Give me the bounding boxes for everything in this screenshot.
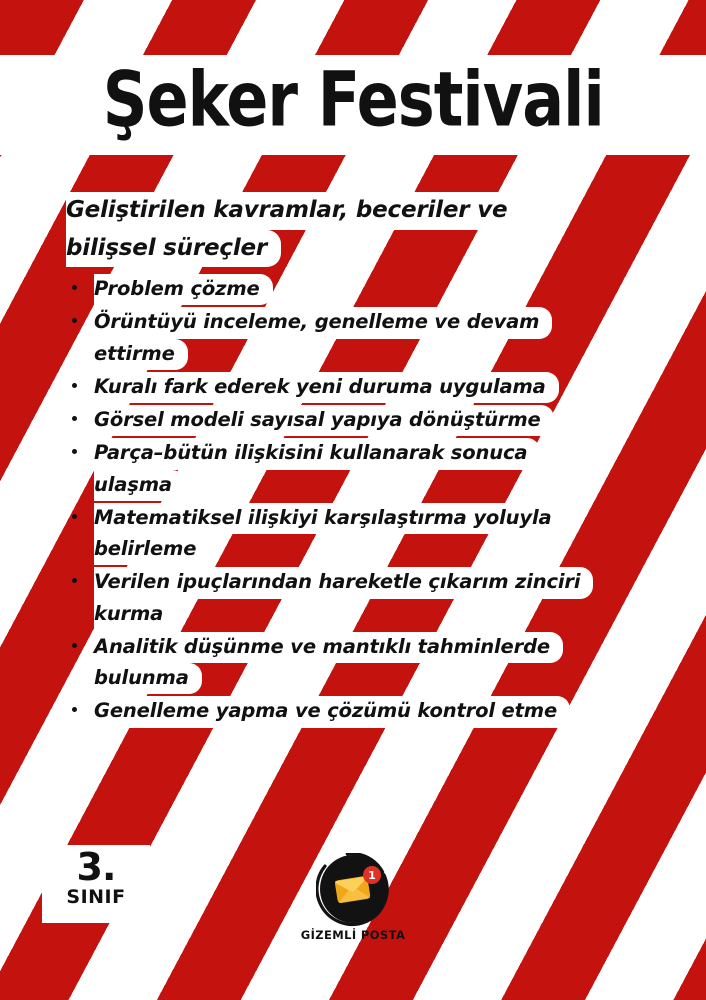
list-item-line: Problem çözme — [94, 274, 273, 305]
list-item-line: Matematiksel ilişkiyi karşılaştırma yoluyla — [94, 503, 565, 534]
list-item-text — [66, 503, 626, 566]
list-item-line: Görsel modeli sayısal yapıya dönüştürme — [94, 405, 554, 436]
brand-logo — [300, 853, 406, 942]
list-item-text — [66, 274, 626, 305]
list-item-text — [66, 696, 626, 727]
list-item-text — [66, 438, 626, 501]
bullet-dot-icon — [72, 643, 77, 648]
subtitle-block — [66, 192, 586, 267]
envelope-badge-icon — [316, 853, 390, 927]
bullet-dot-icon — [72, 285, 77, 290]
list-item — [66, 503, 626, 566]
list-item-text — [66, 405, 626, 436]
list-item — [66, 307, 626, 370]
list-item-line: Verilen ipuçlarından hareketle çıkarım zinciri — [94, 567, 593, 598]
bullet-dot-icon — [72, 514, 77, 519]
list-item-line: Genelleme yapma ve çözümü kontrol etme — [94, 696, 570, 727]
grade-label: SINIF — [66, 886, 126, 908]
grade-badge — [42, 845, 150, 908]
list-item — [66, 438, 626, 501]
page-title-text: Şeker Festivali — [102, 57, 604, 145]
grade-number: 3. — [76, 845, 116, 889]
subtitle-line-2: bilişsel süreçler — [66, 230, 281, 268]
list-item-text — [66, 632, 626, 695]
list-item-text — [66, 307, 626, 370]
list-item — [66, 567, 626, 630]
page-title — [0, 57, 706, 145]
bullet-dot-icon — [72, 383, 77, 388]
skills-list — [66, 274, 626, 730]
list-item-line: Parça–bütün ilişkisini kullanarak sonuca — [94, 438, 540, 469]
list-item — [66, 372, 626, 403]
list-item — [66, 696, 626, 727]
brand-name: GİZEMLİ POSTA — [300, 928, 406, 942]
list-item-line: Örüntüyü inceleme, genelleme ve devam — [94, 307, 552, 338]
list-item-line: ulaşma — [94, 470, 185, 501]
notification-count: 1 — [368, 869, 376, 882]
list-item-text — [66, 372, 626, 403]
list-item-text — [66, 567, 626, 630]
list-item-line: bulunma — [94, 663, 202, 694]
list-item — [66, 632, 626, 695]
list-item-line: Kuralı fark ederek yeni duruma uygulama — [94, 372, 559, 403]
list-item-line: Analitik düşünme ve mantıklı tahminlerde — [94, 632, 563, 663]
list-item-line: belirleme — [94, 534, 209, 565]
subtitle-line-1: Geliştirilen kavramlar, beceriler ve — [66, 192, 521, 230]
list-item — [66, 274, 626, 305]
list-item-line: ettirme — [94, 339, 188, 370]
list-item — [66, 405, 626, 436]
list-item-line: kurma — [94, 599, 176, 630]
